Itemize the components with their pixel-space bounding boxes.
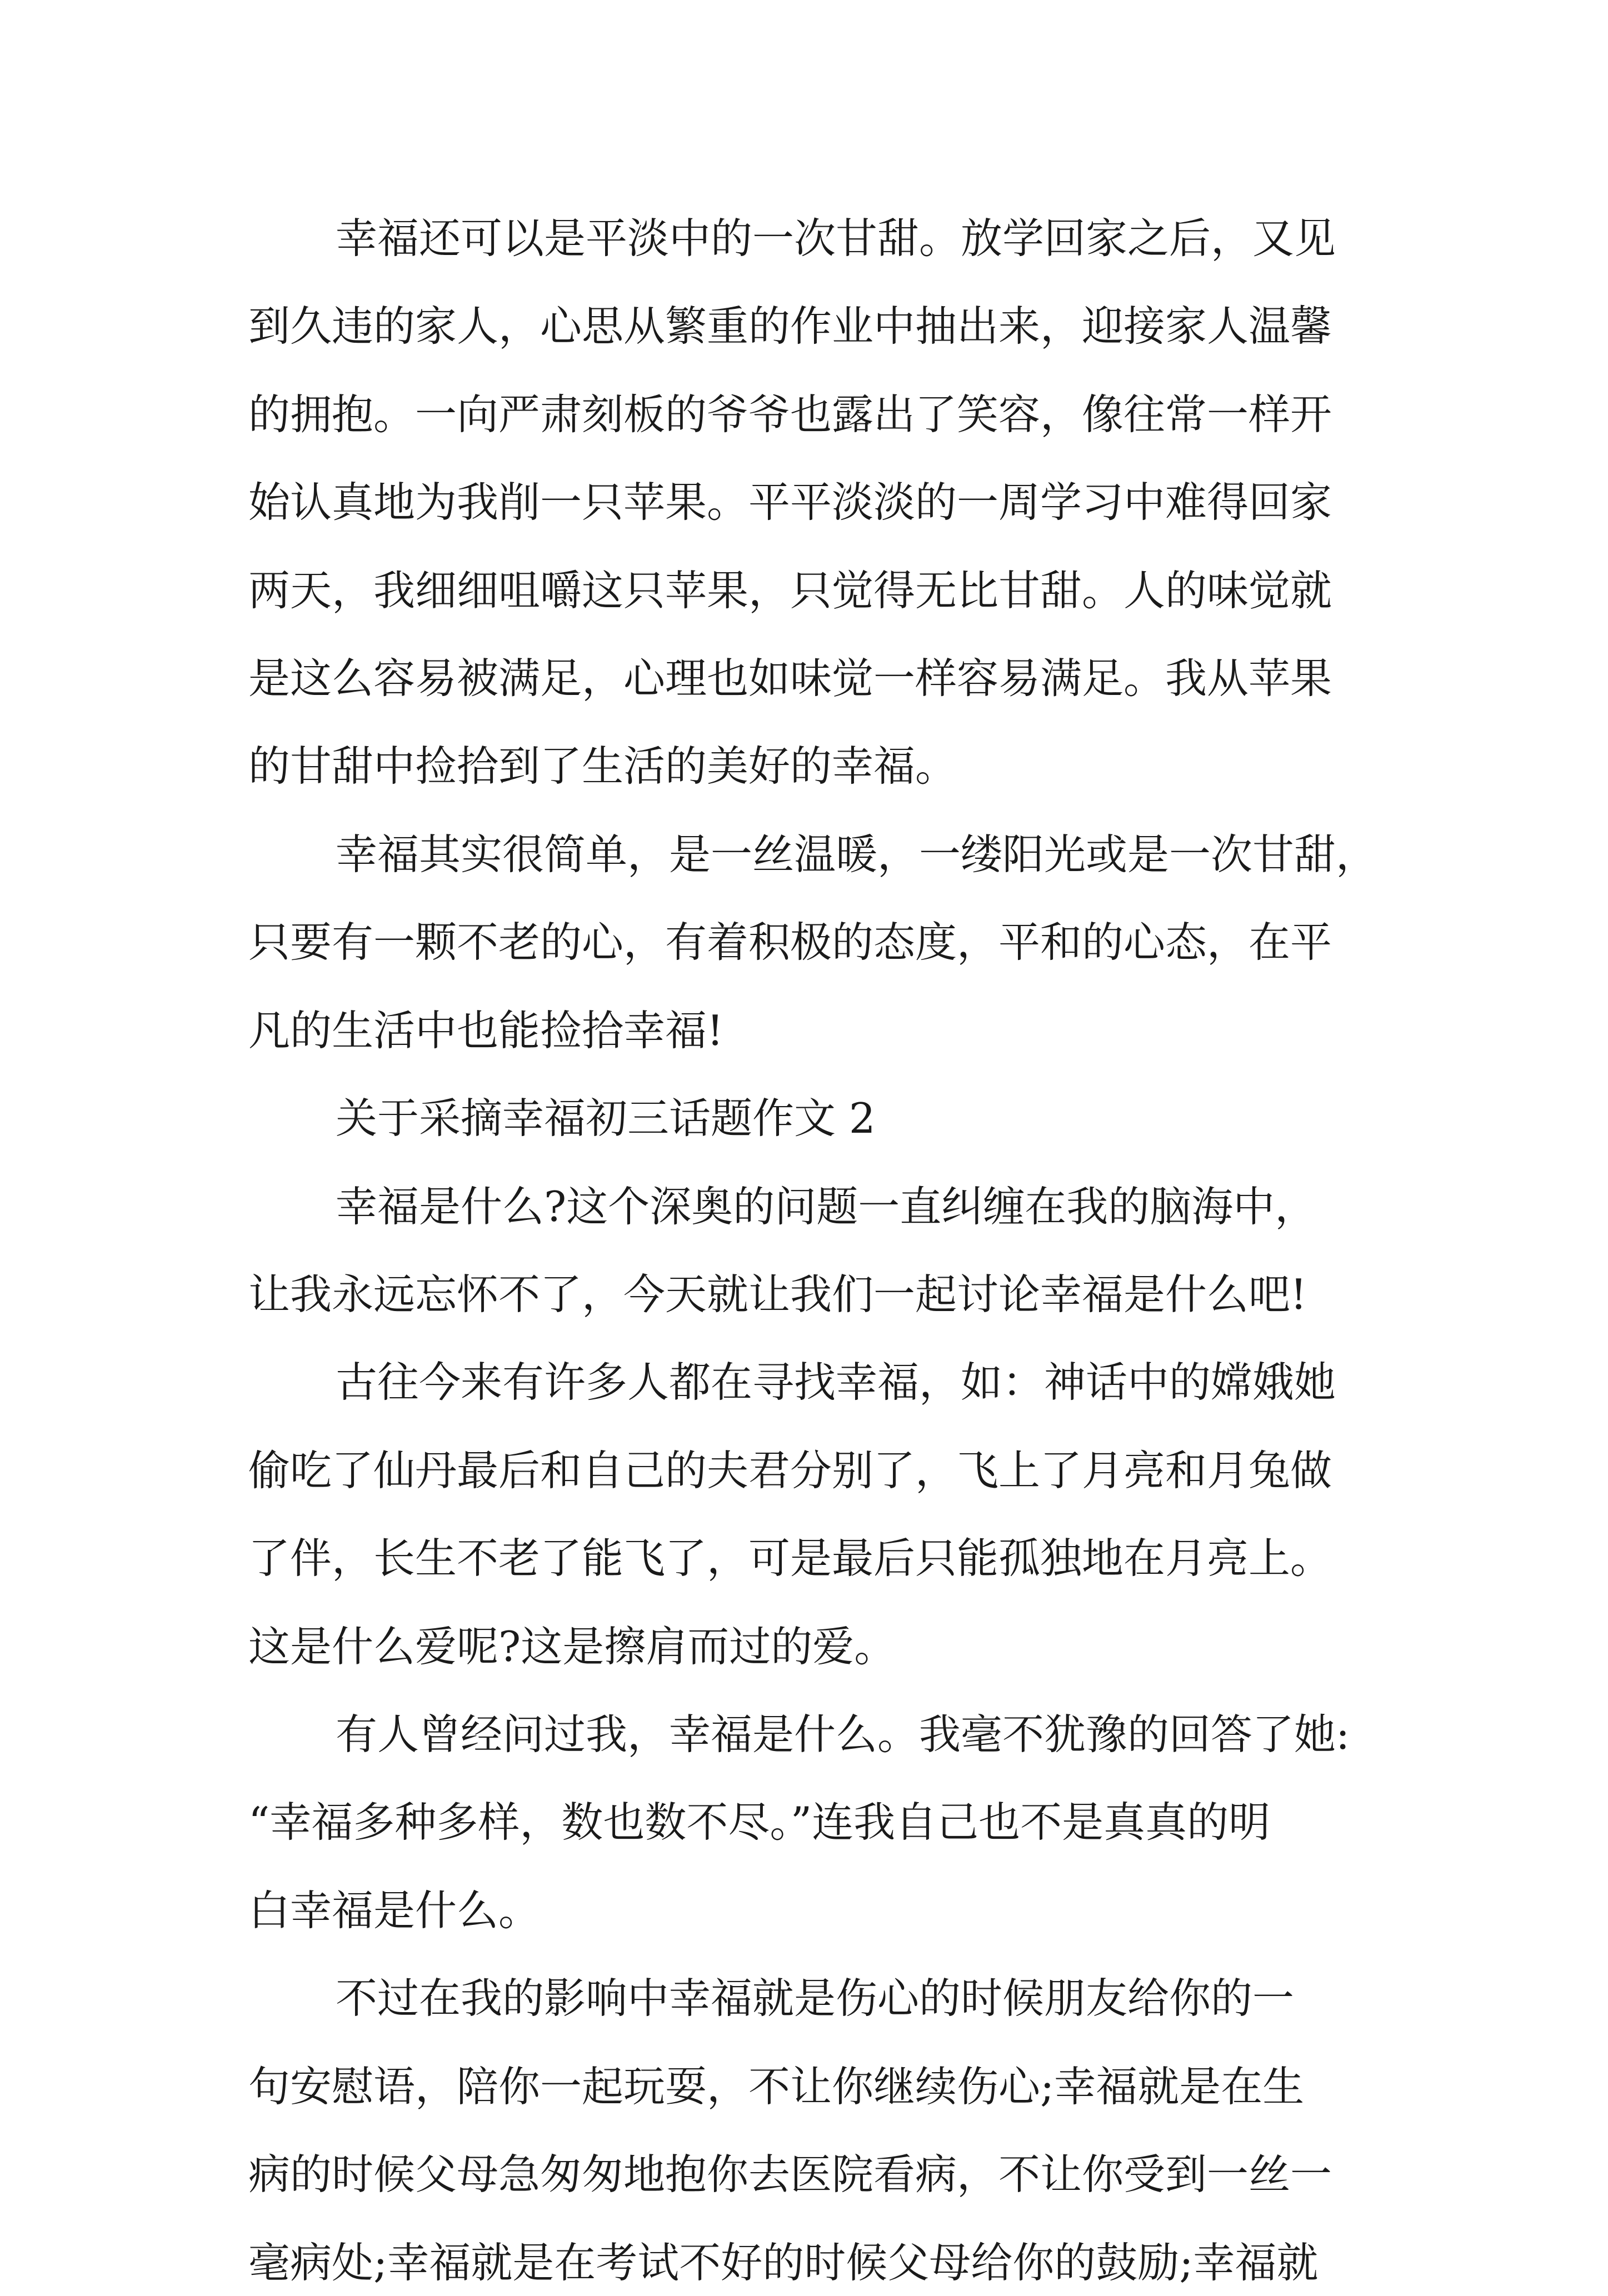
text-line: 到久违的家人，心思从繁重的作业中抽出来，迎接家人温馨	[248, 302, 1332, 351]
text-line: “幸福多种多样，数也数不尽。”连我自己也不是真真的明	[248, 1798, 1271, 1847]
text-line: 毫病处;幸福就是在考试不好的时候父母给你的鼓励;幸福就	[248, 2238, 1319, 2287]
section-heading: 关于采摘幸福初三话题作文 2	[336, 1094, 876, 1143]
text-line: 有人曾经问过我，幸福是什么。我毫不犹豫的回答了她:	[336, 1710, 1350, 1759]
text-line: 幸福还可以是平淡中的一次甘甜。放学回家之后，又见	[336, 214, 1336, 263]
text-line: 不过在我的影响中幸福就是伤心的时候朋友给你的一	[336, 1974, 1295, 2023]
text-line: 是这么容易被满足，心理也如味觉一样容易满足。我从苹果	[248, 654, 1332, 703]
text-line: 幸福其实很简单，是一丝温暖，一缕阳光或是一次甘甜，	[336, 830, 1378, 879]
text-line: 句安慰语，陪你一起玩耍，不让你继续伤心;幸福就是在生	[248, 2062, 1305, 2111]
text-line: 这是什么爱呢?这是擦肩而过的爱。	[248, 1622, 896, 1671]
text-line: 只要有一颗不老的心，有着积极的态度，平和的心态，在平	[248, 918, 1332, 967]
text-line: 古往今来有许多人都在寻找幸福，如：神话中的嫦娥她	[336, 1358, 1336, 1407]
text-line: 两天，我细细咀嚼这只苹果，只觉得无比甘甜。人的味觉就	[248, 566, 1332, 615]
text-line: 凡的生活中也能捡拾幸福!	[248, 1006, 724, 1055]
text-line: 的甘甜中捡拾到了生活的美好的幸福。	[248, 742, 957, 791]
text-line: 病的时候父母急匆匆地抱你去医院看病，不让你受到一丝一	[248, 2150, 1332, 2199]
text-line: 始认真地为我削一只苹果。平平淡淡的一周学习中难得回家	[248, 478, 1332, 527]
text-line: 幸福是什么?这个深奥的问题一直纠缠在我的脑海中，	[336, 1182, 1317, 1231]
text-line: 让我永远忘怀不了，今天就让我们一起讨论幸福是什么吧!	[248, 1270, 1307, 1319]
text-line: 的拥抱。一向严肃刻板的爷爷也露出了笑容，像往常一样开	[248, 390, 1332, 439]
text-line: 白幸福是什么。	[248, 1886, 541, 1935]
text-line: 偷吃了仙丹最后和自己的夫君分别了，飞上了月亮和月兔做	[248, 1446, 1332, 1495]
text-line: 了伴，长生不老了能飞了，可是最后只能孤独地在月亮上。	[248, 1534, 1332, 1583]
